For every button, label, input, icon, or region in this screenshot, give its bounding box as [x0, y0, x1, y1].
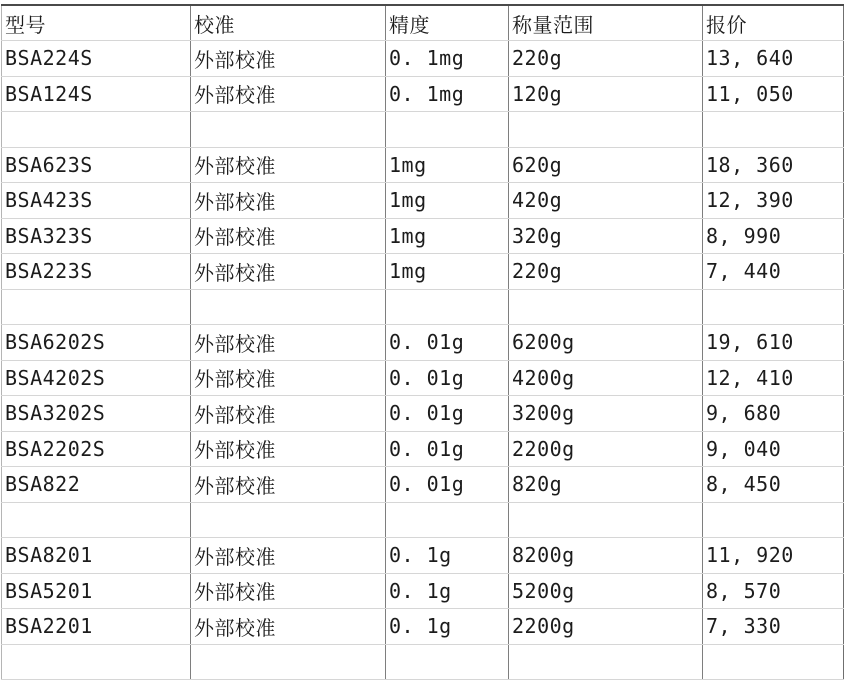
cell-calibration: 外部校准	[191, 573, 386, 609]
cell-model	[2, 644, 191, 680]
cell-precision: 0. 1g	[386, 573, 509, 609]
cell-price	[703, 502, 844, 538]
cell-range: 220g	[509, 254, 703, 290]
cell-range: 820g	[509, 467, 703, 503]
cell-price: 11, 920	[703, 538, 844, 574]
cell-precision: 0. 01g	[386, 360, 509, 396]
cell-price: 11, 050	[703, 76, 844, 112]
column-header-range: 称量范围	[509, 5, 703, 41]
cell-model: BSA822	[2, 467, 191, 503]
cell-model: BSA223S	[2, 254, 191, 290]
table-row	[2, 218, 844, 254]
table-row	[2, 183, 844, 219]
spacer-row	[2, 289, 844, 325]
cell-precision: 0. 1g	[386, 609, 509, 645]
cell-range: 6200g	[509, 325, 703, 361]
cell-model: BSA124S	[2, 76, 191, 112]
cell-price: 18, 360	[703, 147, 844, 183]
column-header-price: 报价	[703, 5, 844, 41]
cell-calibration: 外部校准	[191, 41, 386, 77]
cell-price: 9, 680	[703, 396, 844, 432]
cell-calibration	[191, 289, 386, 325]
cell-calibration	[191, 502, 386, 538]
cell-range: 420g	[509, 183, 703, 219]
cell-calibration: 外部校准	[191, 360, 386, 396]
cell-range: 220g	[509, 41, 703, 77]
cell-range: 120g	[509, 76, 703, 112]
cell-model: BSA224S	[2, 41, 191, 77]
cell-price	[703, 112, 844, 148]
cell-range: 3200g	[509, 396, 703, 432]
table-row	[2, 467, 844, 503]
cell-price: 7, 440	[703, 254, 844, 290]
cell-precision: 0. 01g	[386, 431, 509, 467]
cell-precision: 1mg	[386, 183, 509, 219]
cell-price: 8, 570	[703, 573, 844, 609]
cell-calibration: 外部校准	[191, 218, 386, 254]
clipped-empty-row	[2, 644, 844, 680]
cell-model: BSA8201	[2, 538, 191, 574]
cell-precision	[386, 502, 509, 538]
cell-model	[2, 112, 191, 148]
cell-model: BSA2201	[2, 609, 191, 645]
cell-calibration: 外部校准	[191, 431, 386, 467]
cell-model: BSA623S	[2, 147, 191, 183]
table-row	[2, 325, 844, 361]
cell-model	[2, 289, 191, 325]
cell-calibration: 外部校准	[191, 325, 386, 361]
cell-precision: 1mg	[386, 147, 509, 183]
table-row	[2, 431, 844, 467]
cell-price: 8, 990	[703, 218, 844, 254]
column-header-precision: 精度	[386, 5, 509, 41]
cell-price: 19, 610	[703, 325, 844, 361]
cell-precision	[386, 112, 509, 148]
cell-calibration: 外部校准	[191, 76, 386, 112]
price-table-container	[1, 4, 843, 680]
header-row	[2, 5, 844, 41]
table-body	[2, 41, 844, 680]
cell-precision: 0. 1mg	[386, 41, 509, 77]
cell-precision: 0. 01g	[386, 396, 509, 432]
cell-calibration: 外部校准	[191, 183, 386, 219]
cell-range: 320g	[509, 218, 703, 254]
column-header-model: 型号	[2, 5, 191, 41]
cell-range: 620g	[509, 147, 703, 183]
table-row	[2, 609, 844, 645]
table-row	[2, 76, 844, 112]
cell-precision: 0. 01g	[386, 467, 509, 503]
cell-range	[509, 644, 703, 680]
cell-precision: 1mg	[386, 218, 509, 254]
table-row	[2, 360, 844, 396]
cell-precision: 1mg	[386, 254, 509, 290]
table-row	[2, 396, 844, 432]
cell-model: BSA323S	[2, 218, 191, 254]
cell-price: 12, 390	[703, 183, 844, 219]
cell-calibration: 外部校准	[191, 396, 386, 432]
cell-precision: 0. 01g	[386, 325, 509, 361]
cell-range	[509, 502, 703, 538]
cell-price: 9, 040	[703, 431, 844, 467]
cell-precision	[386, 644, 509, 680]
spacer-row	[2, 112, 844, 148]
cell-precision	[386, 289, 509, 325]
cell-calibration: 外部校准	[191, 467, 386, 503]
price-table	[1, 4, 844, 680]
cell-calibration	[191, 644, 386, 680]
cell-calibration	[191, 112, 386, 148]
cell-model	[2, 502, 191, 538]
cell-range: 8200g	[509, 538, 703, 574]
cell-price: 12, 410	[703, 360, 844, 396]
table-row	[2, 147, 844, 183]
cell-calibration: 外部校准	[191, 609, 386, 645]
cell-calibration: 外部校准	[191, 538, 386, 574]
cell-price: 7, 330	[703, 609, 844, 645]
cell-range: 4200g	[509, 360, 703, 396]
cell-range: 2200g	[509, 609, 703, 645]
cell-precision: 0. 1g	[386, 538, 509, 574]
cell-model: BSA4202S	[2, 360, 191, 396]
cell-model: BSA5201	[2, 573, 191, 609]
cell-range	[509, 112, 703, 148]
cell-model: BSA423S	[2, 183, 191, 219]
cell-range: 5200g	[509, 573, 703, 609]
table-row	[2, 254, 844, 290]
cell-model: BSA2202S	[2, 431, 191, 467]
cell-range	[509, 289, 703, 325]
cell-range: 2200g	[509, 431, 703, 467]
table-row	[2, 41, 844, 77]
cell-price: 8, 450	[703, 467, 844, 503]
cell-precision: 0. 1mg	[386, 76, 509, 112]
spacer-row	[2, 502, 844, 538]
column-header-calibration: 校准	[191, 5, 386, 41]
table-row	[2, 573, 844, 609]
table-row	[2, 538, 844, 574]
cell-calibration: 外部校准	[191, 254, 386, 290]
cell-price: 13, 640	[703, 41, 844, 77]
cell-calibration: 外部校准	[191, 147, 386, 183]
cell-price	[703, 289, 844, 325]
cell-model: BSA3202S	[2, 396, 191, 432]
cell-price	[703, 644, 844, 680]
cell-model: BSA6202S	[2, 325, 191, 361]
